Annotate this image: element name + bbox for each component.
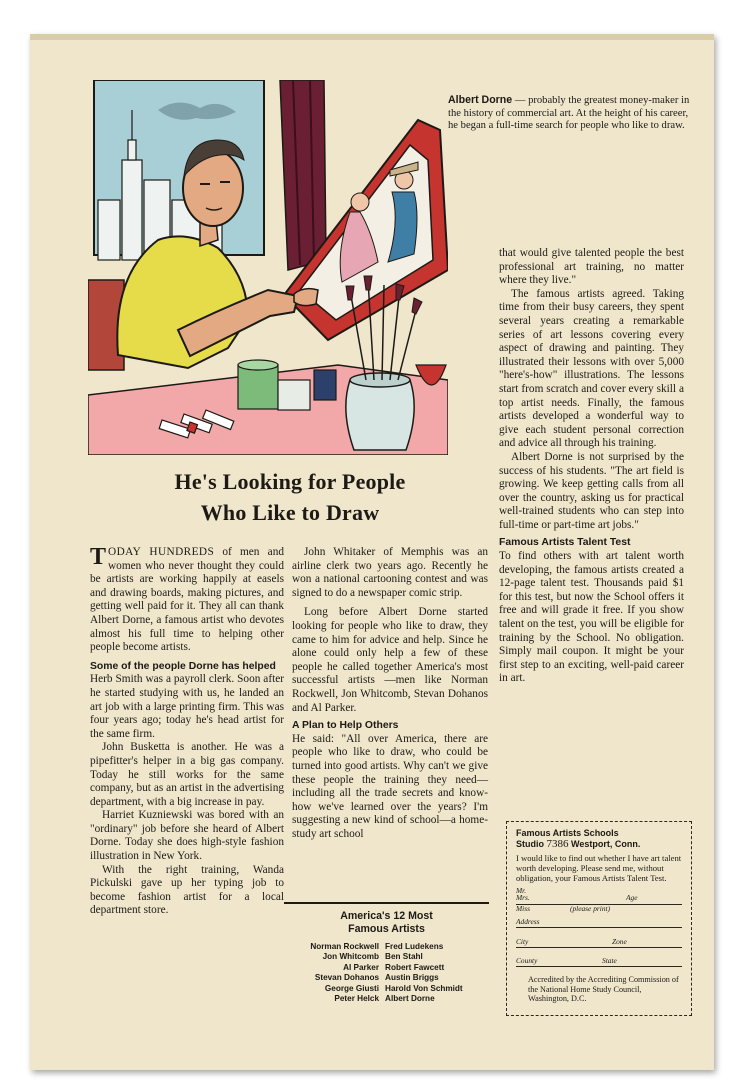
paragraph-continued: that would give talented people the best professional art training, no matter where they live." — [499, 247, 684, 287]
intro-caps: ODAY HUNDREDS — [108, 546, 215, 558]
divider — [284, 902, 489, 904]
city-zone-field[interactable] — [516, 934, 682, 948]
page-title — [90, 466, 490, 528]
famous-title-line-1: America's 12 Most — [340, 910, 433, 922]
label-state: State — [602, 956, 617, 966]
paragraph-he-said: He said: "All over America, there are people who like to draw, who could be turned into good artists. Why can't we give these people the training they need—including all the trade secrets and know-how we've learned over the years? I'm suggesting a new kind of school—a home-study art school — [292, 732, 488, 840]
illustration-caption — [448, 94, 698, 133]
label-please-print: (please print) — [570, 903, 611, 913]
list-item — [307, 973, 465, 983]
magazine-page — [30, 34, 714, 1070]
artist-name: Robert Fawcett — [385, 962, 445, 972]
label-city: City — [516, 936, 529, 946]
list-item — [307, 994, 465, 1004]
paragraph-john-whitaker: John Whitaker of Memphis was an airline clerk two years ago. Recently he won a national cartooning contest and was signed to do a newspaper comic strip. — [292, 546, 488, 599]
label-age: Age — [626, 893, 638, 903]
label-mr: Mr. — [516, 886, 527, 896]
paragraph-talent-test: To find others with art talent worth developing, the famous artists created a 12-page talent test. Thousands paid $1 for this test, but now the School offers it free and will grade it free. If you show talent on the test, you will be eligible for training by the School. No obligation. Simply mail coupon. It might be your first step to an exciting, well-paid career in art. — [499, 550, 684, 685]
coupon-request-text: I would like to find out whether I have art talent worth developing. Please send me, without obligation, your Famous Artists Talent Test. — [516, 853, 682, 883]
intro-paragraph — [90, 546, 284, 655]
address-field[interactable] — [516, 915, 682, 929]
label-mrs: Mrs. — [516, 893, 530, 903]
famous-artists-title — [284, 910, 489, 936]
caption-text: — probably the greatest money-maker in the history of commercial art. At the height of his career, he began a full-time search for people who like to draw. — [448, 95, 690, 131]
paragraph-harriet-kuzniewski: Harriet Kuzniewski was bored with an "ordinary" job before she heard of Albert Dorne. Today she does high-style fashion illustration in New York. — [90, 809, 284, 863]
coupon-studio-number: 7386 — [546, 838, 569, 850]
label-zone: Zone — [612, 936, 627, 946]
famous-title-line-2: Famous Artists — [348, 923, 425, 935]
artist-name: Harold Von Schmidt — [385, 983, 463, 993]
paragraph-wanda-pickulski: With the right training, Wanda Pickulski gave up her typing job to become fashion artist for a local department store. — [90, 863, 284, 917]
artist-name: George Giusti — [324, 983, 380, 993]
headline-line-2: Who Like to Draw — [200, 500, 380, 525]
county-state-field[interactable] — [516, 954, 682, 968]
coupon-address-line — [516, 839, 682, 850]
article-column-3 — [499, 247, 684, 686]
headline-line-1: He's Looking for People — [174, 469, 406, 494]
artist-name: Jon Whitcomb — [322, 952, 380, 962]
list-item — [307, 984, 465, 994]
artist-name: Norman Rockwell — [310, 942, 380, 951]
label-address: Address — [516, 917, 540, 927]
artist-name: Ben Stahl — [385, 952, 423, 962]
coupon-studio: Studio — [516, 839, 544, 849]
famous-artists-box — [284, 902, 489, 1004]
artists-list — [307, 942, 465, 1004]
artist-name: Fred Ludekens — [385, 942, 444, 951]
artist-name: Al Parker — [343, 962, 380, 972]
coupon-name-block — [516, 887, 682, 913]
list-item — [307, 942, 465, 952]
paragraph-herb-smith: Herb Smith was a payroll clerk. Soon after he started studying with us, he landed an art job with a large printing firm. This was four years ago; today he's head artist for the same firm. — [90, 673, 284, 740]
coupon-school-name: Famous Artists Schools — [516, 828, 619, 838]
artist-name: Austin Briggs — [385, 973, 439, 983]
artist-name: Peter Helck — [334, 994, 380, 1004]
subhead-talent-test: Famous Artists Talent Test — [499, 537, 631, 549]
article-column-2 — [292, 546, 488, 841]
drop-cap: T — [90, 544, 107, 570]
name-field-sub — [516, 905, 682, 914]
coupon-town: Westport, Conn. — [571, 839, 641, 849]
mail-coupon[interactable] — [506, 821, 692, 1016]
artist-name: Albert Dorne — [385, 994, 435, 1004]
list-item — [307, 952, 465, 962]
article-column-1 — [90, 546, 284, 918]
subhead-plan: A Plan to Help Others — [292, 720, 399, 732]
subhead-people-helped: Some of the people Dorne has helped — [90, 660, 276, 672]
coupon-header — [516, 828, 682, 850]
paragraph-john-busketta: John Busketta is another. He was a pipefitter's helper in a big gas company. Today he still works for the same company, but as an artist in the advertising department, with a big increase in pay. — [90, 741, 284, 808]
label-miss: Miss — [516, 903, 530, 913]
paragraph-not-surprised: Albert Dorne is not surprised by the success of his students. "The art field is growing. We keep getting calls from all over the country, asking us for practical well-trained students who can step into full-time or part-time art jobs." — [499, 450, 684, 531]
intro-text: of men and women who never thought they could be artists are working happily at easels and drawing boards, making pictures, and getting well paid for it. They all can thank Albert Dorne, a famous artist who devotes almost his full time to helping other people become artists. — [90, 546, 284, 654]
list-item — [307, 963, 465, 973]
caption-name: Albert Dorne — [448, 94, 513, 106]
accreditation-note: Accredited by the Accrediting Commission of the National Home Study Council, Washington, D.C. — [528, 975, 679, 1004]
albert-dorne-illustration — [88, 80, 448, 455]
paragraph-artists-agreed: The famous artists agreed. Taking time from their busy careers, they spent several years creating a remarkable series of art lessons covering every aspect of drawing and painting. They illustrated their lessons with over 5,000 "here's-how" illustrations. The lessons start from scratch and cover every skill a top artist needs. Finally, the famous artists developed a wonderful way to give each student personal correction and advice all through his training. — [499, 287, 684, 450]
label-county: County — [516, 956, 538, 966]
paragraph-long-before: Long before Albert Dorne started looking for people who like to draw, they came to him for advice and help. Since he alone could only help a few of these people he called together America's most successful artists —men like Norman Rockwell, Jon Whitcomb, Stevan Dohanos and Al Parker. — [292, 606, 488, 714]
artist-name: Stevan Dohanos — [314, 973, 380, 983]
